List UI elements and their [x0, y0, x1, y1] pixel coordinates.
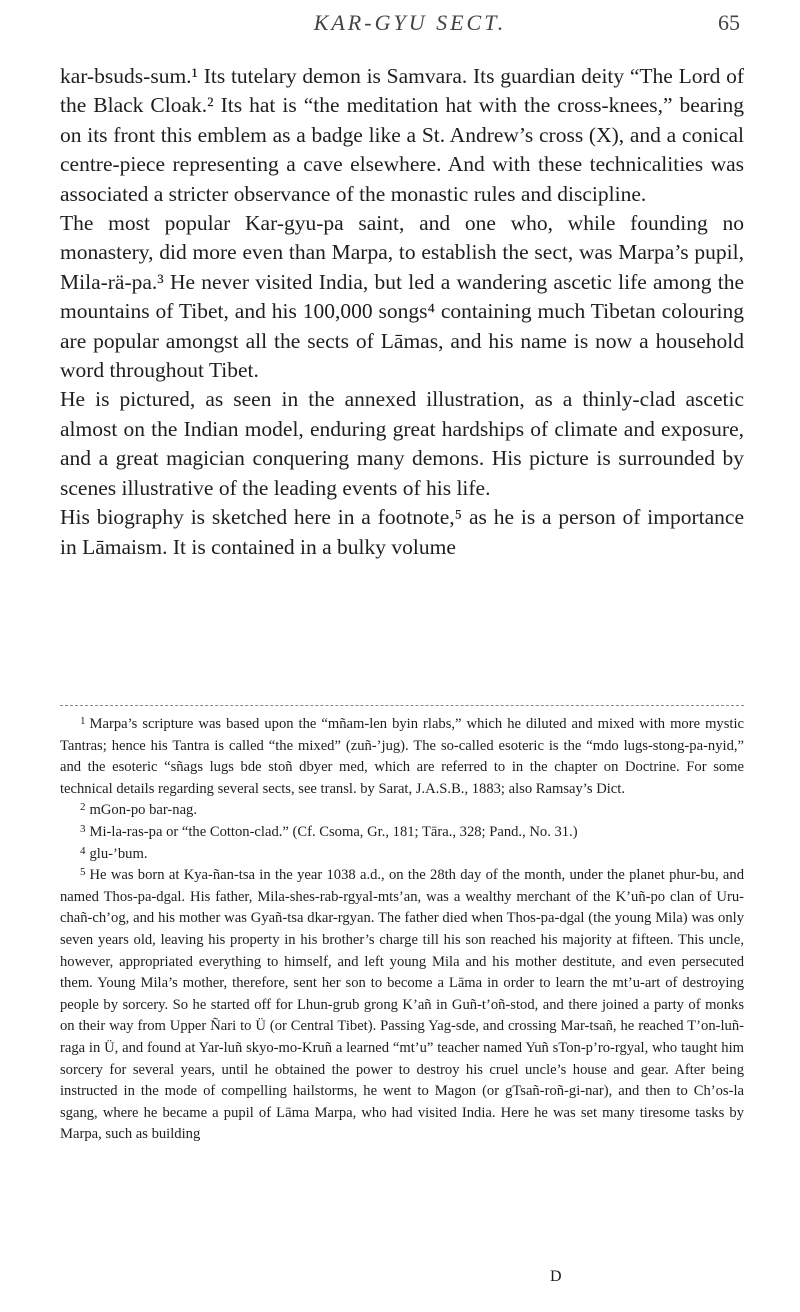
footnote-4: $^4$ glu-’bum. — [80, 844, 148, 862]
footnote-3: $^3$ Mi-la-ras-pa or “the Cotton-clad.” (Cf. Csoma, Gr., 181; Tāra., 328; Pand., No. 31.) — [80, 822, 578, 840]
footnote-divider — [60, 705, 744, 706]
paragraph-1: kar-bsuds-sum.¹ Its tutelary demon is Samvara. Its guardian deity “The Lord of the Black Cloak.² Its hat is “the meditation hat with the cross-knees,” bearing on its front this emblem as a badge like a St. Andrew’s cross (X), and a conical centre-piece representing a cave elsewhere. And with these technicalities was associated a stricter observance of the monastic rules and discipline. — [60, 64, 744, 206]
footnote-4-text: glu-’bum. — [89, 845, 148, 862]
body-text — [60, 62, 744, 562]
footnote-2-text: mGon-po bar-nag. — [89, 802, 198, 819]
footnote-1: $^1$ Marpa’s scripture was based upon the “mñam-len byin rlabs,” which he diluted and mixed with more mystic Tantras; hence his Tantra is called “the mixed” (zuñ-’jug). The so-called esoteric is the “mdo lugs-stong-pa-nyid,” and the esoteric “sñags lugs bde stoñ dbyer med, which are referred to in the chapter on Doctrine. For some technical details regarding several sects, see transl. by Sarat, J.A.S.B., 1883; also Ramsay’s Dict. — [60, 715, 744, 797]
footnote-1-text: Marpa’s scripture was based upon the “mñam-len byin rlabs,” which he diluted and mixed with more mystic Tantras; hence his Tantra is called “the mixed” (zuñ-’jug). The so-called esoteric is the “mdo lugs-stong-pa-nyid,” and the esoteric “sñags lugs bde stoñ dbyer med, which are referred to in the chapter on Doctrine. For some technical details regarding several sects, see transl. by Sarat, J.A.S.B., 1883; also Ramsay’s Dict. — [60, 716, 744, 797]
footnote-3-text: Mi-la-ras-pa or “the Cotton-clad.” (Cf. Csoma, Gr., 181; Tāra., 328; Pand., No. 31.) — [89, 823, 578, 840]
paragraph-3: He is pictured, as seen in the annexed illustration, as a thinly-clad ascetic almost on the Indian model, enduring great hardships of climate and exposure, and a great magician conquering many demons. His picture is surrounded by scenes illustrative of the leading events of his life. — [60, 387, 744, 500]
footnote-5-text: He was born at Kya-ñan-tsa in the year 1038 a.d., on the 28th day of the month, under the planet phur-bu, and named Thos-pa-dgal. His father, Mila-shes-rab-rgyal-mts’an, was a wealthy merchant of the K’uñ-po clan of Uru-chañ-ch’og, and his mother was Gyañ-tsa dkar-rgyan. The father died when Thos-pa-dgal (the young Mila) was only seven years old, leaving his property in his brother’s charge till his son reached his majority at fifteen. This uncle, however, appropriated everything to himself, and left young Mila and his mother destitute, and even persecuted them. Young Mila’s mother, therefore, sent her son to become a Lāma in order to learn the mt’u-art of destroying people by sorcery. So he started off for Lhun-grub grong K’añ in Guñ-t’oñ-stod, and there joined a party of monks on their way from Upper Ñari to Ü (or Central Tibet). Passing Yag-sde, and crossing Mar-tsañ, he reached T’on-luñ-raga in Ü, and found at Yar-luñ skyo-mo-Kruñ a learned “mt’u” teacher named Yuñ sTon-p’ro-rgyal, who taught him sorcery for several years, until he obtained the power to destroy his cruel uncle’s house and gear. After being instructed in the mode of compelling hailstorms, he went to Magon (or gTsañ-roñ-gi-nar), and then to Ch’os-la sgang, where he became a pupil of Lāma Marpa, who had visited India. Here he was set many tiresome tasks by Marpa, such as building — [60, 867, 744, 1143]
footnotes — [60, 714, 744, 1146]
page-header — [80, 10, 740, 50]
paragraph-2: The most popular Kar-gyu-pa saint, and one who, while founding no monastery, did more even than Marpa, to establish the sect, was Marpa’s pupil, Mila-rä-pa.³ He never visited India, but led a wandering ascetic life among the mountains of Tibet, and his 100,000 songs⁴ containing much Tibetan colouring are popular amongst all the sects of Lāmas, and his name is now a household word throughout Tibet. — [60, 211, 744, 383]
running-title: KAR-GYU SECT. — [313, 10, 507, 35]
footnote-2: $^2$ mGon-po bar-nag. — [80, 801, 198, 819]
page-number: 65 — [718, 10, 740, 35]
footnote-5: $^5$ He was born at Kya-ñan-tsa in the year 1038 a.d., on the 28th day of the month, under the planet phur-bu, and named Thos-pa-dgal. His father, Mila-shes-rab-rgyal-mts’an, was a wealthy merchant of the K’uñ-po clan of Uru-chañ-ch’og, and his mother was Gyañ-tsa dkar-rgyan. The father died when Thos-pa-dgal (the young Mila) was only seven years old, leaving his property in his brother’s charge till his son reached his majority at fifteen. This uncle, however, appropriated everything to himself, and left young Mila and his mother destitute, and even persecuted them. Young Mila’s mother, therefore, sent her son to become a Lāma in order to learn the mt’u-art of destroying people by sorcery. So he started off for Lhun-grub grong K’añ in Guñ-t’oñ-stod, and there joined a party of monks on their way from Upper Ñari to Ü (or Central Tibet). Passing Yag-sde, and crossing Mar-tsañ, he reached T’on-luñ-raga in Ü, and found at Yar-luñ skyo-mo-Kruñ a learned “mt’u” teacher named Yuñ sTon-p’ro-rgyal, who taught him sorcery for several years, until he obtained the power to destroy his cruel uncle’s house and gear. After being instructed in the mode of compelling hailstorms, he went to Magon (or gTsañ-roñ-gi-nar), and then to Ch’os-la sgang, where he became a pupil of Lāma Marpa, who had visited India. Here he was set many tiresome tasks by Marpa, such as building — [60, 866, 744, 1143]
signature-mark: D — [550, 1268, 562, 1285]
paragraph-4: His biography is sketched here in a footnote,⁵ as he is a person of importance in Lāmaism. It is contained in a bulky volume — [60, 505, 744, 559]
